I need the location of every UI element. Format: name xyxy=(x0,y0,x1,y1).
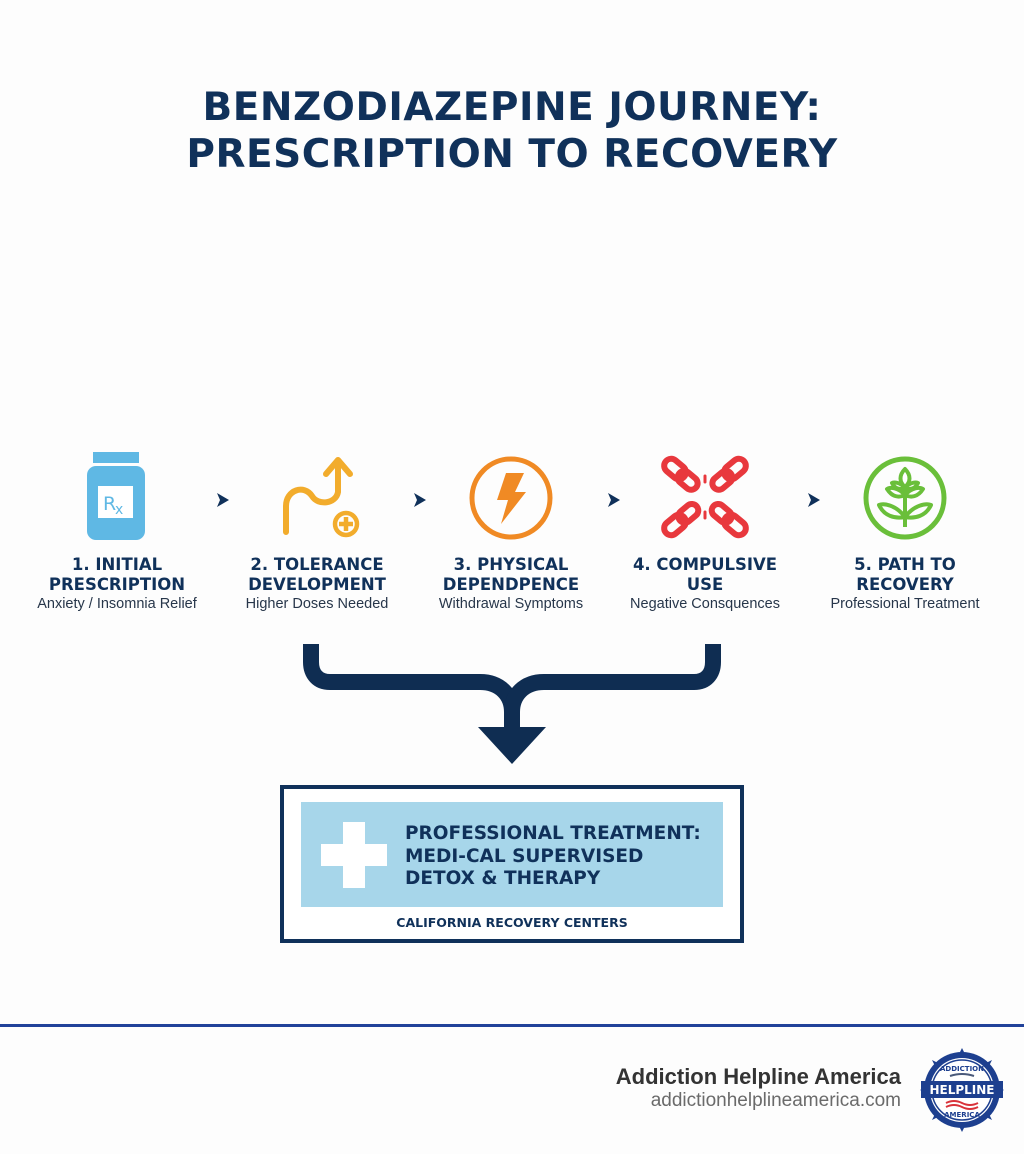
step-label: 4. COMPULSIVE USE xyxy=(632,555,778,594)
lightning-bolt-icon xyxy=(468,455,554,541)
treatment-box xyxy=(280,785,744,943)
medical-cross-icon xyxy=(321,822,387,888)
svg-text:AMERICA: AMERICA xyxy=(944,1111,980,1119)
step-tolerance-development xyxy=(217,450,417,613)
treatment-text: PROFESSIONAL TREATMENT: MEDI-CAL SUPERVISED DETOX & THERAPY xyxy=(405,823,701,889)
plant-sprout-icon xyxy=(862,455,948,541)
prescription-bottle-icon xyxy=(87,452,147,542)
svg-text:R: R xyxy=(103,493,117,515)
brand-name: Addiction Helpline America xyxy=(615,1064,901,1089)
upward-curve-plus-icon xyxy=(278,454,364,544)
title-line-2: PRESCRIPTION TO RECOVERY xyxy=(186,132,838,177)
step-physical-dependence xyxy=(411,450,611,613)
step-label: 3. PHYSICAL DEPENDPENCE xyxy=(442,555,580,594)
page-title xyxy=(0,84,1024,178)
step-compulsive-use xyxy=(605,450,805,613)
svg-text:ADDICTION: ADDICTION xyxy=(940,1065,984,1073)
step-subtitle: Professional Treatment xyxy=(830,596,980,612)
step-label: 2. TOLERANCE DEVELOPMENT xyxy=(248,555,386,594)
brand-url[interactable]: addictionhelplineamerica.com xyxy=(650,1090,901,1111)
step-path-to-recovery xyxy=(805,450,1005,613)
svg-text:x: x xyxy=(115,502,124,518)
step-initial-prescription xyxy=(17,450,217,613)
step-subtitle: Anxiety / Insomnia Relief xyxy=(37,596,197,612)
step-subtitle: Higher Doses Needed xyxy=(245,596,389,612)
treatment-footer: CALIFORNIA RECOVERY CENTERS xyxy=(396,915,628,930)
helpline-seal-logo xyxy=(920,1048,1004,1132)
broken-chain-icon xyxy=(659,454,751,540)
treatment-banner xyxy=(301,802,723,907)
step-label: 5. PATH TO RECOVERY xyxy=(854,555,956,594)
step-label: 1. INITIAL PRESCRIPTION xyxy=(48,555,186,594)
footer-divider xyxy=(0,1024,1024,1027)
brand-block xyxy=(616,1064,901,1112)
svg-text:HELPLINE: HELPLINE xyxy=(929,1083,995,1097)
title-line-1: BENZODIAZEPINE JOURNEY: xyxy=(202,85,822,130)
step-subtitle: Withdrawal Symptoms xyxy=(438,596,584,612)
merge-arrow-icon xyxy=(300,640,730,770)
step-subtitle: Negative Consquences xyxy=(630,596,780,612)
